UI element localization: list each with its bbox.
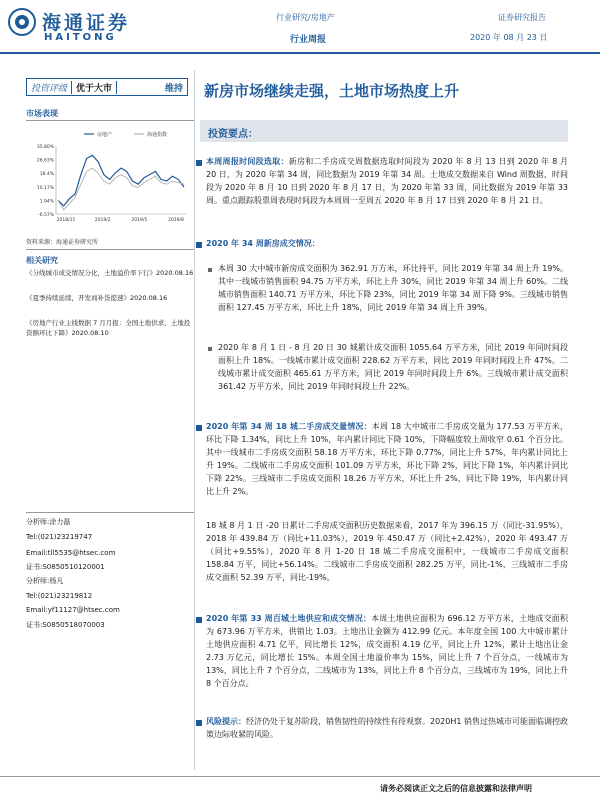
market-label: 市场表现 [26,109,58,118]
paragraph-text: 本周土地供应面积为 696.12 万平方米，土地成交面积为 673.96 万平方米，供销比 1.03。土地出让金额为 412.99 亿元。本年度全国 100 大中城市累计土地供应面积 4.71 亿平，同比增长 12%，成交面积 4.19 亿平，同比上升 12%，累计土地出让金 2.73 万亿元，同比增长 15%。本周全国土地溢价率为 15%，同比上升 7 个百分点，一线城市为 13%，同比上升 7 个百分点，二线城市为 13%，同比上升 8 个百分点，三线城市为 19%，同比上升 8 个百分点。 [206,614,568,688]
y-tick-label: 10.17% [36,185,54,191]
report-date: 2020 年 08 月 23 日 [470,33,548,42]
logo-chinese: 海通证券 [42,12,131,34]
divider [26,120,194,121]
related-item[interactable]: 《房地产行业主线数据 7 月月报：全国土地供求、土地投资额环比下降》2020.08.10 [26,319,191,337]
related-item[interactable]: 《夏季持续延续，开发商补货提速》2020.08.16 [26,294,168,302]
bullet-icon [196,160,202,166]
analyst-email[interactable]: Email:tll5535@htsec.com [26,549,116,557]
y-tick-label: 35.80% [36,145,54,150]
related-item[interactable]: 《分线城市成交情况分化，土地溢价率下行》2020.08.16 [26,269,194,277]
paragraph-lead: 2020 年第 33 周百城土地供应和成交情况： [206,614,372,623]
series-line-real-estate [58,155,184,206]
paragraph [206,612,568,690]
paragraph-text: 新房和二手房成交周数据选取时间段为 2020 年 8 月 13 日到 2020 年 8 月 20 日，为 2020 年第 34 周，同比数据为 2019 年第 34 周。土地成交数据来自 Wind 周数据，时间段为 2020 年 8 月 10 日到 2020 年 8 月 17 日，为 2020 年第 33 周，同比数据为 2019 年第 33 周。重点跟踪股票周表现时间段为本周周一至周五 2020 年 8 月 17 日到 2020 年 8 月 21 日。 [206,157,568,205]
bullet-icon [196,617,202,623]
rating-hold: 维持 [164,83,183,94]
analyst-name: 分析师:涂力磊 [26,518,71,526]
header-divider [0,52,600,54]
y-tick-label: -6.57% [38,213,54,218]
paragraph-lead: 本周周报时间段选取： [206,157,289,166]
x-tick-label: 2018/11 [56,218,76,223]
paragraph-lead: 2020 年 34 周新房成交情况： [206,239,320,248]
x-tick-label: 2019/8 [168,218,184,223]
paragraph-text: 2020 年 8 月 1 日 - 8 月 20 日 30 城累计成交面积 1055.64 万平方米，同比 2019 年同时间段面积上升 18%。一线城市累计成交面积 228.62 万平方米，同比 2019 年同时间段上升 47%。二线城市累计成交面积 465.61 万平方米，同比 2019 年同时间段上升 6%。三线城市累计成交面积 361.42 万平方米，同比 2019 年同时间段上升 22%。 [218,343,568,391]
sub-bullet-icon [208,347,212,351]
paragraph-text: 经济仍处于复苏阶段，销售韧性的持续性有待观察。2020H1 销售过热城市可能面临调控政策边际收紧的风险。 [206,717,569,739]
bullet-icon [196,720,202,726]
analyst-cert: 证书:S0850510120001 [26,563,105,571]
analyst-cert: 证书:S0850518070003 [26,621,105,629]
report-label: 证券研究报告 [498,13,546,22]
chart-source: 资料来源：海通证券研究所 [26,239,99,246]
bullet-icon [196,425,202,431]
paragraph-text: 18 城 8 月 1 日 -20 日累计二手房成交面积历史数据来看，2017 年为 396.15 万（同比-31.95%），2018 年 439.84 万（同比+11.03%），2019 年 450.47 万（同比+2.42%），2020 年 493.47 万（同比+9.55%），2020 年 8 月 1-20 日 18 城二手房成交面积中，一线城市二手房成交面积 158.84 万平，同比+56.14%。二线城市二手房成交面积 282.25 万平，同比-1%，三线城市二手房成交面积 52.39 万平，同比-19%。 [206,521,568,582]
x-tick-label: 2019/5 [131,218,148,223]
report-type: 行业周报 [290,35,327,45]
rating-value: 优于大市 [71,81,117,94]
analyst-tel: Tel:(021)23219812 [26,592,93,600]
y-tick-label: 18.4% [39,172,54,178]
paragraph-text: 本周 18 大中城市二手房成交量为 177.53 万平方米，环比下降 1.34%，同比上升 10%，年内累计同比下降 10%，下降幅度较上周收窄 0.61 个百分比。其中一线城市二手房成交面积 58.18 万平方米，环比下降 0.77%，同比上升 57%，年内累计同比上升 19%。二线城市二手房成交面积 101.09 万平方米，环比下降 2%，同比下降 1%，年内累计同比下降 22%。三线城市二手房成交面积 18.26 万平方米，环比上升 2%，同比下降 19%，年内累计同比上升 2%。 [206,422,568,496]
analyst-email[interactable]: Email:yf11127@htsec.com [26,606,120,614]
report-title: 新房市场继续走强，土地市场热度上升 [204,82,460,100]
footer-divider [0,776,600,777]
market-chart [26,124,194,230]
paragraph [206,715,568,741]
paragraph-text: 本周 30 大中城市新房成交面积为 362.91 万方米，环比持平，同比 2019 年第 34 周上升 19%。其中一线城市销售面积 94.75 万平方米，环比上升 30%，同比 2019 年第 34 周上升 60%。二线城市销售面积 140.71 万平方米，环比下降 23%，同比 2019 年第 34 周下降 9%。三线城市销售面积 127.45 万平方米，环比上升 18%，同比 2019 年第 34 周上升 39%。 [218,264,568,312]
related-label: 相关研究 [26,256,58,265]
rating-bar [26,78,188,96]
paragraph-lead: 2020 年第 34 周 18 城二手房成交量情况： [206,422,372,431]
column-divider [194,70,195,770]
legend-label: 海通指数 [147,132,168,138]
divider [26,249,194,250]
analyst-name: 分析师:杨凡 [26,577,64,585]
haitong-logo-icon [8,8,36,36]
paragraph [206,420,568,498]
report-category: 行业研究/房地产 [276,13,335,22]
divider [26,512,194,513]
logo-english: HAITONG [44,32,117,43]
legend-label: 房地产 [97,132,113,138]
paragraph [206,155,568,207]
key-points-label: 投资要点： [208,129,258,140]
x-tick-label: 2019/2 [94,218,111,223]
bullet-icon [196,242,202,248]
y-tick-label: 26.63% [36,158,54,164]
paragraph [206,237,568,250]
footer-disclaimer: 请务必阅读正文之后的信息披露和法律声明 [380,784,532,793]
paragraph-lead: 风险提示： [206,717,246,726]
sub-bullet-icon [208,268,212,272]
analyst-tel: Tel:(021)23219747 [26,533,93,541]
y-tick-label: 1.94% [39,199,54,205]
rating-label: 投资评级 [31,83,68,94]
